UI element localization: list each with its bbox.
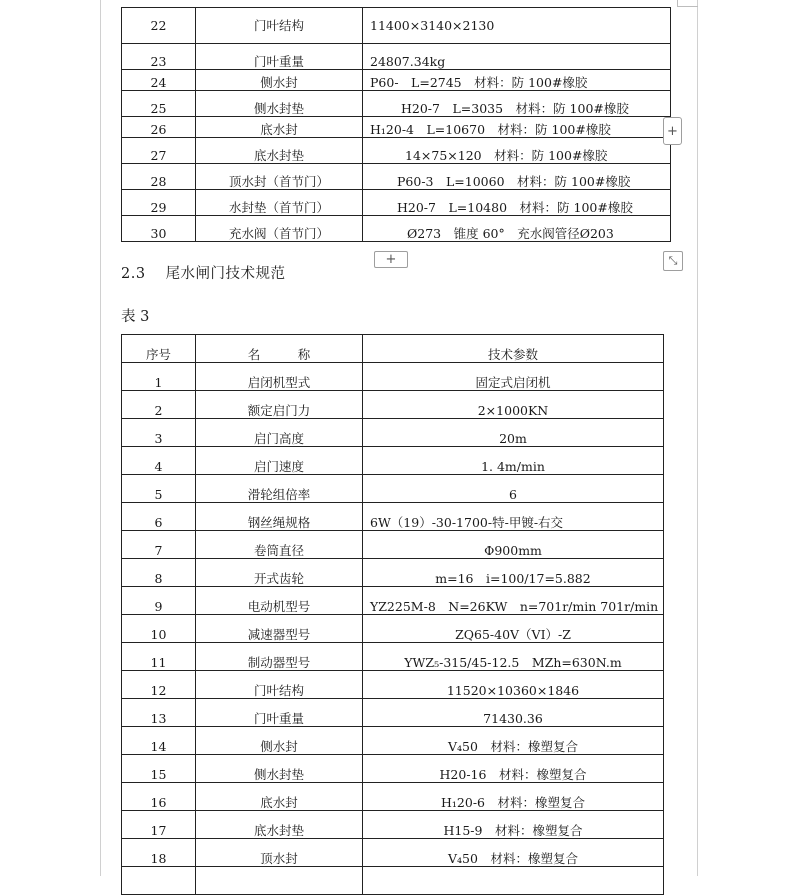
row-param[interactable]: 24807.34kg — [363, 44, 671, 70]
row-name[interactable]: 电动机型号 — [196, 587, 363, 615]
row-param[interactable]: 71430.36 — [363, 699, 664, 727]
row-param[interactable]: Ø273 锥度 60° 充水阀管径Ø203 — [363, 216, 671, 242]
row-number[interactable]: 28 — [122, 164, 196, 190]
row-number[interactable]: 10 — [122, 615, 196, 643]
row-name[interactable]: 启闭机型式 — [196, 363, 363, 391]
table-row — [122, 117, 671, 138]
row-param[interactable]: m=16 i=100/17=5.882 — [363, 559, 664, 587]
row-name[interactable]: 减速器型号 — [196, 615, 363, 643]
table-row — [122, 70, 671, 91]
row-number[interactable]: 23 — [122, 44, 196, 70]
row-name[interactable]: 顶水封（首节门） — [196, 164, 363, 190]
row-param[interactable]: 11400×3140×2130 — [363, 8, 671, 44]
row-param[interactable]: H20-7 L=3035 材料：防 100#橡胶 — [363, 91, 671, 117]
row-name[interactable]: 启门速度 — [196, 447, 363, 475]
table-row — [122, 559, 664, 587]
row-name[interactable]: 底水封 — [196, 117, 363, 138]
header-number[interactable]: 序号 — [122, 335, 196, 363]
row-name[interactable]: 卷筒直径 — [196, 531, 363, 559]
row-number[interactable] — [122, 867, 196, 895]
row-number[interactable]: 12 — [122, 671, 196, 699]
row-number[interactable]: 18 — [122, 839, 196, 867]
resize-table-icon[interactable]: ⤡ — [663, 251, 683, 271]
row-number[interactable]: 11 — [122, 643, 196, 671]
table-row — [122, 44, 671, 70]
table-row — [122, 419, 664, 447]
table-row — [122, 727, 664, 755]
row-param[interactable]: YWZ₅-315/45-12.5 MZh=630N.m — [363, 643, 664, 671]
row-name[interactable] — [196, 867, 363, 895]
table-header-row — [122, 335, 664, 363]
row-number[interactable]: 7 — [122, 531, 196, 559]
row-param[interactable]: H20-7 L=10480 材料：防 100#橡胶 — [363, 190, 671, 216]
row-name[interactable]: 启门高度 — [196, 419, 363, 447]
table-row — [122, 671, 664, 699]
row-name[interactable]: 门叶结构 — [196, 8, 363, 44]
table-row — [122, 363, 664, 391]
section-heading — [121, 262, 286, 283]
row-name[interactable]: 开式齿轮 — [196, 559, 363, 587]
row-number[interactable]: 16 — [122, 783, 196, 811]
row-param[interactable]: 1. 4m/min — [363, 447, 664, 475]
row-param[interactable]: 6 — [363, 475, 664, 503]
row-name[interactable]: 底水封垫 — [196, 138, 363, 164]
row-name[interactable]: 充水阀（首节门） — [196, 216, 363, 242]
row-param[interactable]: H₁20-6 材料：橡塑复合 — [363, 783, 664, 811]
row-number[interactable]: 1 — [122, 363, 196, 391]
row-param[interactable]: 20m — [363, 419, 664, 447]
row-number[interactable]: 2 — [122, 391, 196, 419]
row-param[interactable]: 14×75×120 材料：防 100#橡胶 — [363, 138, 671, 164]
table-2-continued — [121, 7, 671, 242]
row-param[interactable]: P60- L=2745 材料：防 100#橡胶 — [363, 70, 671, 91]
section-number: 2.3 — [121, 266, 146, 282]
row-param[interactable]: 6W（19）-30-1700-特-甲镀-右交 — [363, 503, 664, 531]
row-number[interactable]: 29 — [122, 190, 196, 216]
row-number[interactable]: 13 — [122, 699, 196, 727]
table-row — [122, 811, 664, 839]
row-name[interactable]: 底水封垫 — [196, 811, 363, 839]
table-row — [122, 839, 664, 867]
row-param[interactable]: H15-9 材料：橡塑复合 — [363, 811, 664, 839]
row-param[interactable]: H₁20-4 L=10670 材料：防 100#橡胶 — [363, 117, 671, 138]
row-param[interactable]: 2×1000KN — [363, 391, 664, 419]
page-left-edge — [100, 0, 101, 876]
row-param[interactable]: V₄50 材料：橡塑复合 — [363, 727, 664, 755]
row-number[interactable]: 8 — [122, 559, 196, 587]
header-param[interactable]: 技术参数 — [363, 335, 664, 363]
row-number[interactable]: 27 — [122, 138, 196, 164]
page-right-edge — [697, 0, 698, 876]
table-row — [122, 503, 664, 531]
table-row — [122, 643, 664, 671]
row-name[interactable]: 侧水封 — [196, 70, 363, 91]
row-param[interactable]: P60-3 L=10060 材料：防 100#橡胶 — [363, 164, 671, 190]
table-row — [122, 531, 664, 559]
row-number[interactable]: 30 — [122, 216, 196, 242]
row-number[interactable]: 17 — [122, 811, 196, 839]
row-param[interactable]: H20-16 材料：橡塑复合 — [363, 755, 664, 783]
row-number[interactable]: 22 — [122, 8, 196, 44]
section-title: 尾水闸门技术规范 — [165, 266, 286, 282]
table-row — [122, 699, 664, 727]
row-param[interactable]: 固定式启闭机 — [363, 363, 664, 391]
row-param[interactable] — [363, 867, 664, 895]
row-number[interactable]: 9 — [122, 587, 196, 615]
row-name[interactable]: 侧水封 — [196, 727, 363, 755]
table-row — [122, 8, 671, 44]
row-name[interactable]: 侧水封垫 — [196, 755, 363, 783]
row-name[interactable]: 额定启门力 — [196, 391, 363, 419]
row-name[interactable]: 钢丝绳规格 — [196, 503, 363, 531]
row-name[interactable]: 门叶结构 — [196, 671, 363, 699]
row-name[interactable]: 底水封 — [196, 783, 363, 811]
table-row — [122, 138, 671, 164]
table-row — [122, 91, 671, 117]
row-param[interactable]: ZQ65-40V（VI）-Z — [363, 615, 664, 643]
row-name[interactable]: 滑轮组倍率 — [196, 475, 363, 503]
table-row — [122, 190, 671, 216]
table-row — [122, 587, 664, 615]
row-number[interactable]: 5 — [122, 475, 196, 503]
table-row — [122, 164, 671, 190]
table-row — [122, 447, 664, 475]
row-number[interactable]: 26 — [122, 117, 196, 138]
table-3 — [121, 334, 664, 895]
table-row — [122, 391, 664, 419]
row-name[interactable]: 侧水封垫 — [196, 91, 363, 117]
table-row — [122, 783, 664, 811]
table-row — [122, 216, 671, 242]
add-row-button[interactable]: + — [374, 251, 408, 268]
row-param[interactable]: 11520×10360×1846 — [363, 671, 664, 699]
page-corner-mark — [677, 0, 698, 7]
row-name[interactable]: 制动器型号 — [196, 643, 363, 671]
row-number[interactable]: 25 — [122, 91, 196, 117]
row-number[interactable]: 4 — [122, 447, 196, 475]
table-caption: 表 3 — [121, 309, 150, 325]
row-name[interactable]: 门叶重量 — [196, 699, 363, 727]
table-row — [122, 867, 664, 895]
row-param[interactable]: Φ900mm — [363, 531, 664, 559]
row-param[interactable]: V₄50 材料：橡塑复合 — [363, 839, 664, 867]
table-row — [122, 475, 664, 503]
table-row — [122, 615, 664, 643]
table-row — [122, 755, 664, 783]
add-column-button[interactable]: + — [663, 117, 682, 145]
row-name[interactable]: 门叶重量 — [196, 44, 363, 70]
row-name[interactable]: 水封垫（首节门） — [196, 190, 363, 216]
row-number[interactable]: 6 — [122, 503, 196, 531]
row-number[interactable]: 15 — [122, 755, 196, 783]
row-number[interactable]: 14 — [122, 727, 196, 755]
header-name[interactable]: 名 称 — [196, 335, 363, 363]
row-number[interactable]: 3 — [122, 419, 196, 447]
row-number[interactable]: 24 — [122, 70, 196, 91]
row-param[interactable]: YZ225M-8 N=26KW n=701r/min 701r/min — [363, 587, 664, 615]
row-name[interactable]: 顶水封 — [196, 839, 363, 867]
